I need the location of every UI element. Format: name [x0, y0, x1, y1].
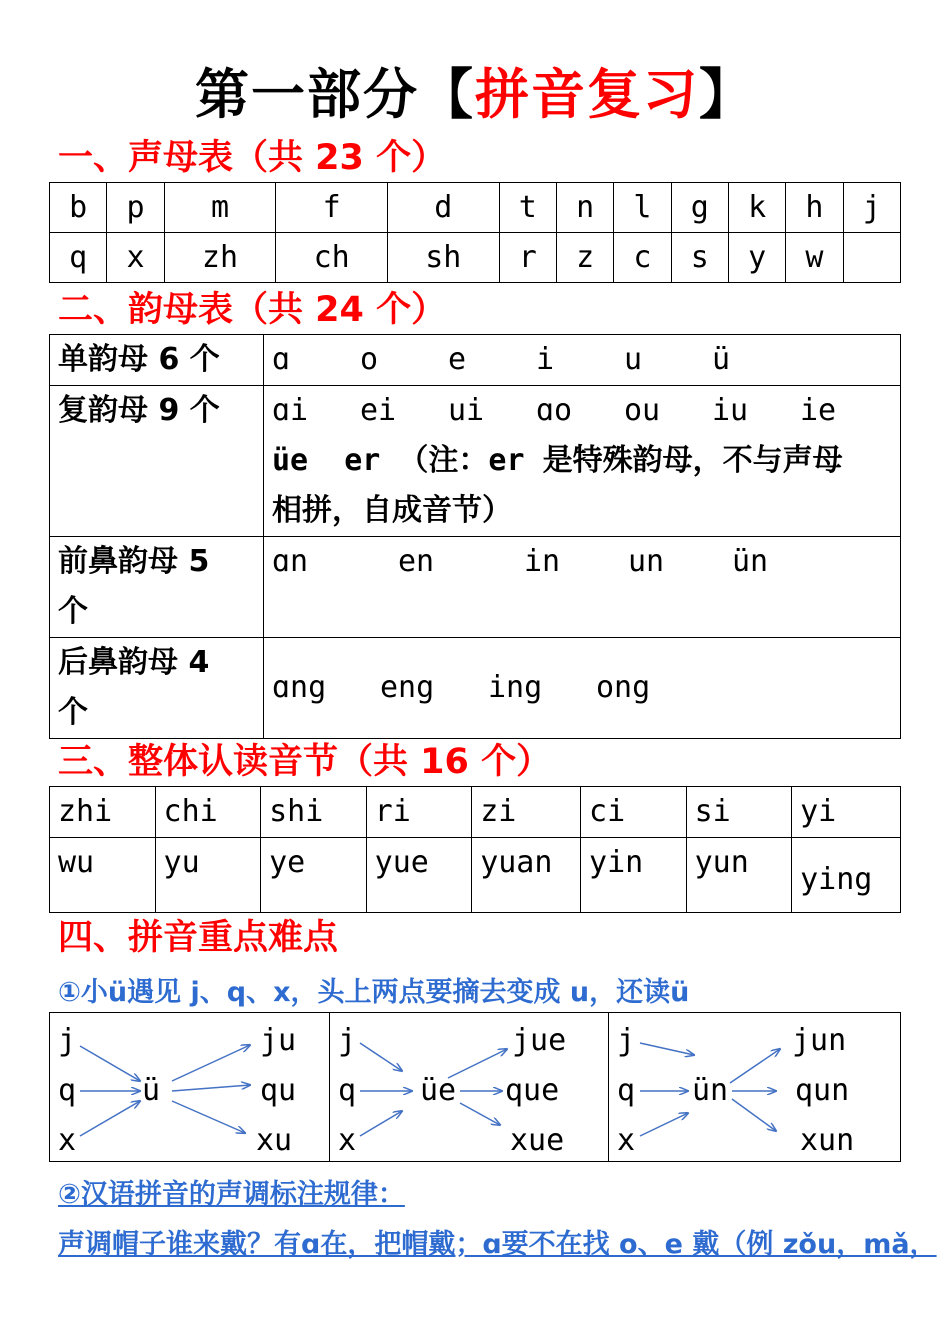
finals-note-line: üe er （注：er 是特殊韵母，不与声母	[272, 443, 843, 478]
section4-heading: 四、拼音重点难点	[58, 918, 339, 958]
syllable-result: jun	[792, 1023, 847, 1058]
table-cell: yin	[581, 838, 687, 913]
row-values	[264, 638, 901, 739]
arrows-layer	[50, 1013, 902, 1163]
final-item: ing	[488, 670, 543, 705]
table-row	[50, 335, 901, 386]
final-item: ui	[448, 393, 485, 428]
syllable-result: xue	[510, 1123, 565, 1158]
final-item: iu	[712, 393, 749, 428]
final-center: ün	[692, 1073, 729, 1108]
syllable-result: que	[505, 1073, 560, 1108]
finals-note-line: 相拼，自成音节）	[272, 493, 512, 528]
table-cell: zi	[472, 787, 581, 838]
table-cell: ci	[581, 787, 687, 838]
point1-text: ①小ü遇见 j、q、x，头上两点要摘去变成 u，还读ü	[58, 977, 690, 1008]
arrow	[360, 1111, 402, 1136]
arrow	[732, 1099, 776, 1131]
final-item: ong	[596, 670, 651, 705]
initial-j: j	[58, 1023, 77, 1058]
row-label	[50, 537, 264, 638]
table-cell: yue	[366, 838, 472, 913]
syllables-table	[49, 786, 901, 913]
final-item: ou	[624, 393, 661, 428]
table-cell: ch	[276, 233, 388, 283]
final-item: ɑn	[272, 544, 309, 579]
table-cell: ye	[261, 838, 367, 913]
table-cell: ying	[792, 838, 901, 913]
table-cell: p	[107, 183, 164, 233]
table-cell: zhi	[50, 787, 156, 838]
syllable-result: xun	[800, 1123, 855, 1158]
table-row	[50, 183, 901, 233]
table-cell: ri	[366, 787, 472, 838]
table-cell: sh	[387, 233, 499, 283]
table-cell: f	[276, 183, 388, 233]
table-cell: n	[556, 183, 613, 233]
arrow	[448, 1049, 507, 1078]
finals-table	[49, 334, 901, 739]
syllable-result: jue	[512, 1023, 567, 1058]
ü-rule-diagram	[49, 1012, 901, 1162]
syllable-result: qu	[260, 1073, 297, 1108]
row-label-line: 前鼻韵母 5	[58, 544, 210, 579]
final-item: un	[628, 544, 665, 579]
initial-j: j	[338, 1023, 357, 1058]
table-cell: yi	[792, 787, 901, 838]
table-cell: w	[786, 233, 843, 283]
final-item: in	[524, 544, 561, 579]
final-item: ei	[360, 393, 397, 428]
final-item: ɑo	[536, 393, 573, 428]
arrow	[172, 1045, 250, 1081]
table-row	[50, 233, 901, 283]
section2-heading: 二、韵母表（共 24 个）	[58, 290, 447, 330]
table-cell: x	[107, 233, 164, 283]
title-main: 第一部分【	[195, 63, 475, 126]
table-cell: b	[50, 183, 107, 233]
section3-heading: 三、整体认读音节（共 16 个）	[58, 742, 552, 782]
point2-text: ②汉语拼音的声调标注规律：	[58, 1179, 405, 1210]
final-item: o	[360, 342, 379, 377]
final-item: i	[536, 342, 555, 377]
section1-heading: 一、声母表（共 23 个）	[58, 138, 447, 178]
table-cell: s	[671, 233, 728, 283]
initial-x: x	[338, 1123, 357, 1158]
title-end: 】	[699, 63, 755, 126]
table-cell: m	[164, 183, 276, 233]
initial-q: q	[58, 1073, 77, 1108]
final-center: ü	[142, 1073, 161, 1108]
arrow	[640, 1043, 694, 1055]
final-item: ɑ	[272, 342, 291, 377]
syllable-result: ju	[260, 1023, 297, 1058]
final-item: e	[448, 342, 467, 377]
row-values	[264, 386, 901, 537]
table-cell: r	[499, 233, 556, 283]
table-cell: yu	[155, 838, 261, 913]
table-cell: si	[686, 787, 792, 838]
table-cell: g	[671, 183, 728, 233]
final-item: u	[624, 342, 643, 377]
table-cell: yun	[686, 838, 792, 913]
table-row	[50, 638, 901, 739]
table-cell: c	[614, 233, 671, 283]
table-cell: zh	[164, 233, 276, 283]
initial-x: x	[58, 1123, 77, 1158]
page-title	[0, 60, 950, 130]
table-cell: shi	[261, 787, 367, 838]
title-highlight: 拼音复习	[475, 63, 699, 126]
final-center: üe	[420, 1073, 457, 1108]
finals-line	[272, 386, 900, 436]
table-row	[50, 838, 901, 913]
row-label: 单韵母 6 个	[50, 335, 264, 386]
arrow	[80, 1101, 140, 1136]
arrow	[460, 1103, 500, 1125]
arrow	[172, 1101, 245, 1133]
final-item: ɑi	[272, 393, 309, 428]
initial-q: q	[617, 1073, 636, 1108]
row-label: 复韵母 9 个	[50, 386, 264, 537]
table-cell: l	[614, 183, 671, 233]
syllable-result: xu	[256, 1123, 293, 1158]
row-values	[264, 537, 901, 638]
table-row	[50, 386, 901, 537]
row-label	[50, 638, 264, 739]
final-item: ɑng	[272, 670, 327, 705]
arrow	[360, 1043, 402, 1071]
table-cell: t	[499, 183, 556, 233]
row-label-line: 个	[58, 594, 88, 629]
row-label-line: 后鼻韵母 4	[58, 645, 210, 680]
row-label-line: 个	[58, 695, 88, 730]
syllable-result: qun	[795, 1073, 850, 1108]
initial-x: x	[617, 1123, 636, 1158]
table-cell: wu	[50, 838, 156, 913]
arrow	[80, 1046, 140, 1081]
table-cell	[843, 233, 900, 283]
table-cell: yuan	[472, 838, 581, 913]
table-cell: z	[556, 233, 613, 283]
table-cell: j	[843, 183, 900, 233]
final-item: ü	[712, 342, 731, 377]
arrow	[172, 1085, 250, 1091]
final-item: ie	[800, 393, 837, 428]
table-cell: d	[387, 183, 499, 233]
table-row	[50, 787, 901, 838]
initials-table	[49, 182, 901, 283]
initial-j: j	[617, 1023, 636, 1058]
table-cell: h	[786, 183, 843, 233]
arrow	[730, 1049, 780, 1083]
table-cell: q	[50, 233, 107, 283]
final-item: eng	[380, 670, 435, 705]
point3-text: 声调帽子谁来戴？有ɑ在，把帽戴；ɑ要不在找 o、e 戴（例 zǒu，mǎ，	[58, 1229, 937, 1260]
table-cell: y	[728, 233, 785, 283]
table-cell: k	[728, 183, 785, 233]
initial-q: q	[338, 1073, 357, 1108]
table-row	[50, 537, 901, 638]
final-item: en	[398, 544, 435, 579]
row-values	[264, 335, 901, 386]
arrow	[640, 1113, 688, 1136]
table-cell: chi	[155, 787, 261, 838]
final-item: ün	[732, 544, 769, 579]
